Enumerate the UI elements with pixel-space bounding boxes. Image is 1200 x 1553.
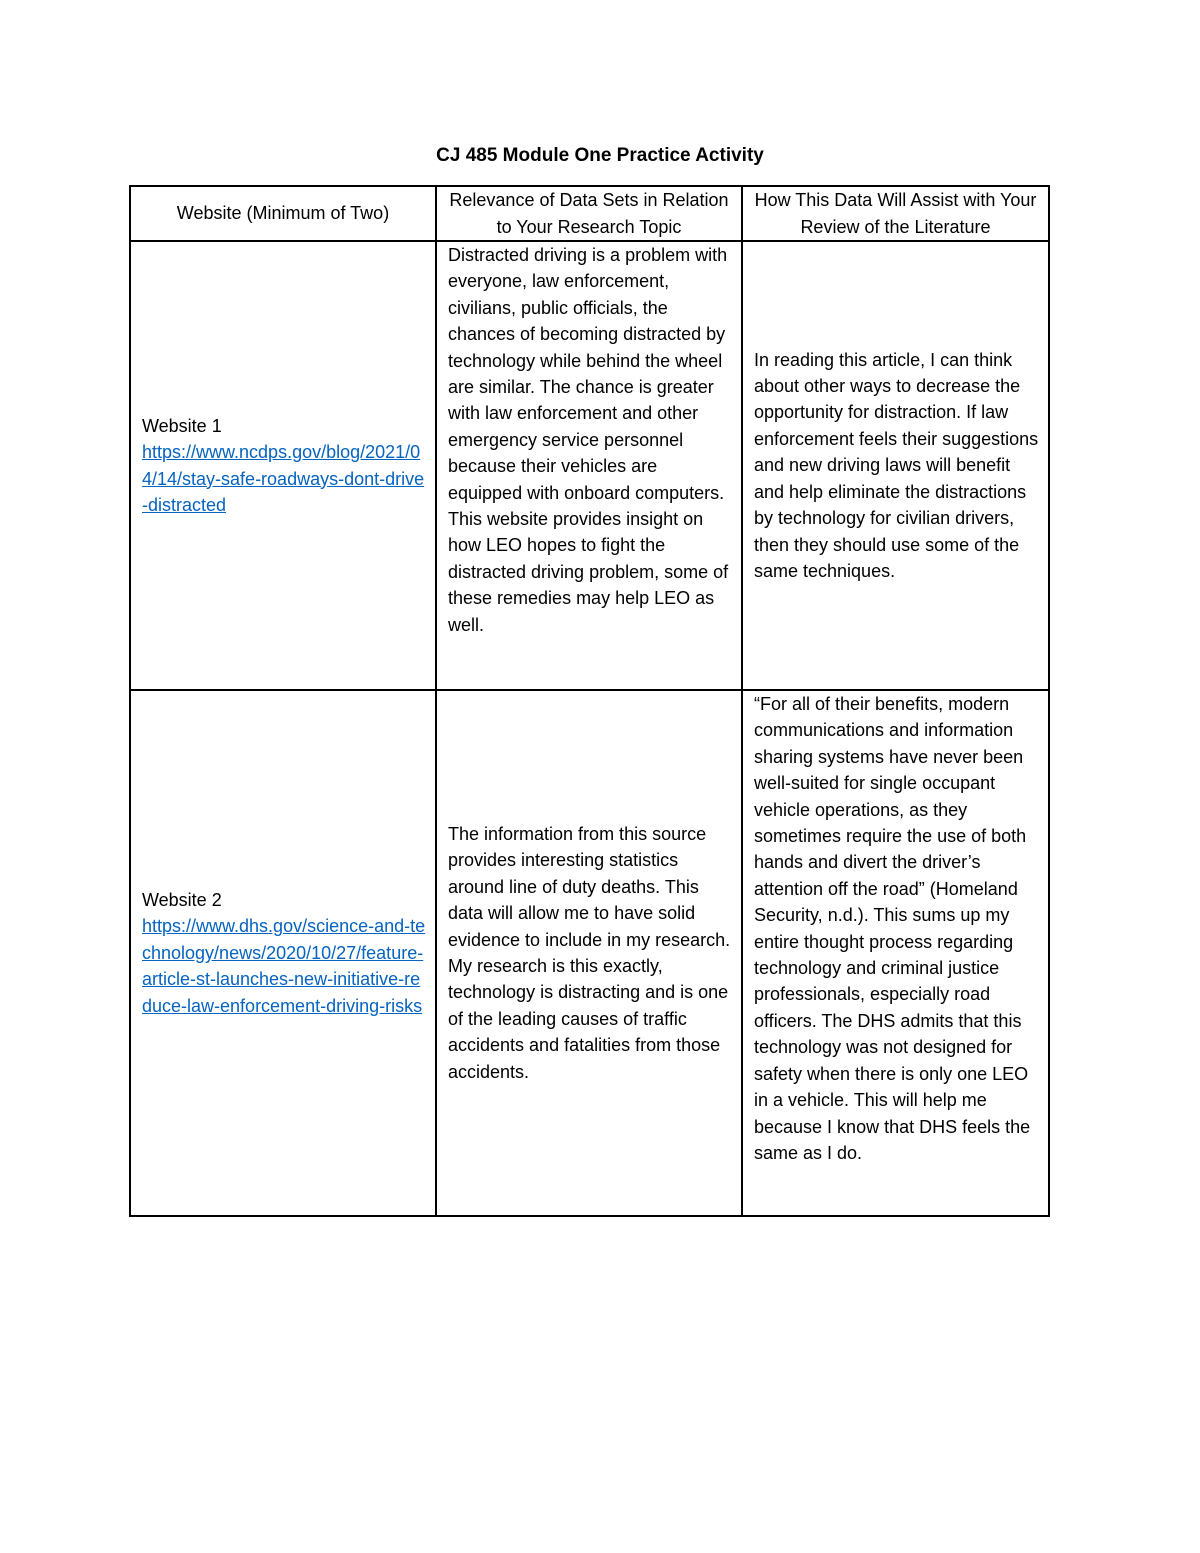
relevance-cell: Distracted driving is a problem with everyone, law enforcement, civilians, public officials, the chances of becoming distracted by technology while behind the wheel are similar. The chance is greater with law enforcement and other emergency service personnel because their vehicles are equipped with onboard computers. This website provides insight on how LEO hopes to fight the distracted driving problem, some of these remedies may help LEO as well. — [436, 241, 742, 690]
header-website: Website (Minimum of Two) — [130, 186, 436, 241]
header-relevance: Relevance of Data Sets in Relation to Your Research Topic — [436, 186, 742, 241]
website-label: Website 1 — [142, 415, 222, 436]
document-title: CJ 485 Module One Practice Activity — [436, 145, 764, 166]
table-row — [130, 241, 1049, 690]
practice-activity-table — [129, 185, 1050, 1217]
assist-cell: In reading this article, I can think about other ways to decrease the opportunity for distraction. If law enforcement feels their suggestions and new driving laws will benefit and help eliminate the distractions by technology for civilian drivers, then they should use some of the same techniques. — [742, 241, 1049, 690]
website-cell — [130, 690, 436, 1216]
relevance-cell: The information from this source provides interesting statistics around line of duty deaths. This data will allow me to have solid evidence to include in my research. My research is this exactly, technology is distracting and is one of the leading causes of traffic accidents and fatalities from those accidents. — [436, 690, 742, 1216]
website-link[interactable]: https://www.dhs.gov/science-and-technology/news/2020/10/27/feature-article-st-launches-new-initiative-reduce-law-enforcement-driving-risks — [142, 916, 426, 1016]
table-row — [130, 690, 1049, 1216]
header-assist: How This Data Will Assist with Your Review of the Literature — [742, 186, 1049, 241]
assist-cell: “For all of their benefits, modern communications and information sharing systems have never been well-suited for single occupant vehicle operations, as they sometimes require the use of both hands and divert the driver’s attention off the road” (Homeland Security, n.d.). This sums up my entire thought process regarding technology and criminal justice professionals, especially road officers. The DHS admits that this technology was not designed for safety when there is only one LEO in a vehicle. This will help me because I know that DHS feels the same as I do. — [742, 690, 1049, 1216]
website-link[interactable]: https://www.ncdps.gov/blog/2021/04/14/stay-safe-roadways-dont-drive-distracted — [142, 442, 425, 515]
website-cell — [130, 241, 436, 690]
header-row — [130, 186, 1049, 241]
website-label: Website 2 — [142, 889, 222, 910]
